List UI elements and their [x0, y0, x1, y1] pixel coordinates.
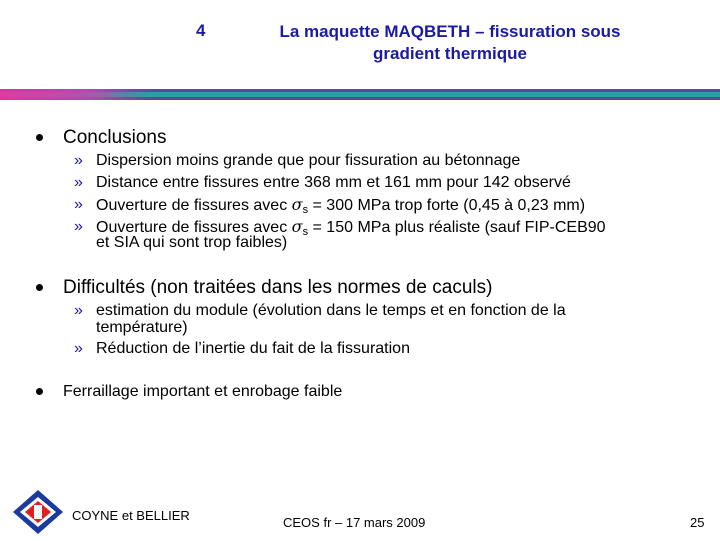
text-fragment: Ouverture de fissures avec: [96, 219, 292, 236]
section-heading: Ferraillage important et enrobage faible: [63, 383, 343, 400]
chevron-bullet-icon: »: [74, 302, 83, 319]
chevron-bullet-icon: »: [74, 174, 83, 191]
slide-number: 4: [196, 21, 206, 40]
list-item-text: Distance entre fissures entre 368 mm et 161 mm pour 142 observé: [96, 174, 571, 191]
list-item-text: estimation du module (évolution dans le temps et en fonction de la: [96, 302, 566, 319]
list-item-continuation: et SIA qui sont trop faibles): [96, 234, 288, 251]
bullet-dot-icon: [36, 284, 43, 291]
slide-title: La maquette MAQBETH – fissuration sous gradient thermique: [279, 22, 621, 63]
subscript: s: [302, 226, 309, 238]
text-fragment: Ouverture de fissures avec: [96, 197, 292, 214]
list-item-text: Réduction de l’inertie du fait de la fissuration: [96, 340, 410, 357]
company-logo-icon: [10, 488, 66, 536]
text-fragment: = 300 MPa trop forte (0,45 à 0,23 mm): [308, 197, 586, 214]
title-divider-accent: [0, 89, 150, 100]
list-item-text: [96, 196, 585, 219]
text-fragment: = 150 MPa plus réaliste (sauf FIP-CEB90: [308, 219, 606, 236]
section-heading: Difficultés (non traitées dans les normes de caculs): [63, 277, 493, 298]
sigma-symbol: σ: [291, 217, 303, 236]
company-name: COYNE et BELLIER: [72, 508, 190, 523]
list-item: [74, 302, 83, 320]
subscript: s: [302, 204, 309, 216]
chevron-bullet-icon: »: [74, 152, 83, 169]
list-item: [74, 152, 83, 170]
list-item: [74, 340, 83, 358]
bullet-dot-icon: [36, 134, 43, 141]
list-item: [74, 218, 83, 236]
chevron-bullet-icon: »: [74, 218, 83, 235]
chevron-bullet-icon: »: [74, 196, 83, 213]
list-item-text: Dispersion moins grande que pour fissuration au bétonnage: [96, 152, 521, 169]
page-number: 25: [690, 515, 705, 530]
section-heading: Conclusions: [63, 127, 167, 148]
chevron-bullet-icon: »: [74, 340, 83, 357]
list-item: [74, 174, 83, 192]
sigma-symbol: σ: [291, 195, 303, 214]
list-item-continuation: température): [96, 319, 188, 336]
footer-event: CEOS fr – 17 mars 2009: [283, 515, 426, 530]
bullet-dot-icon: [36, 388, 43, 395]
list-item: [74, 196, 83, 214]
